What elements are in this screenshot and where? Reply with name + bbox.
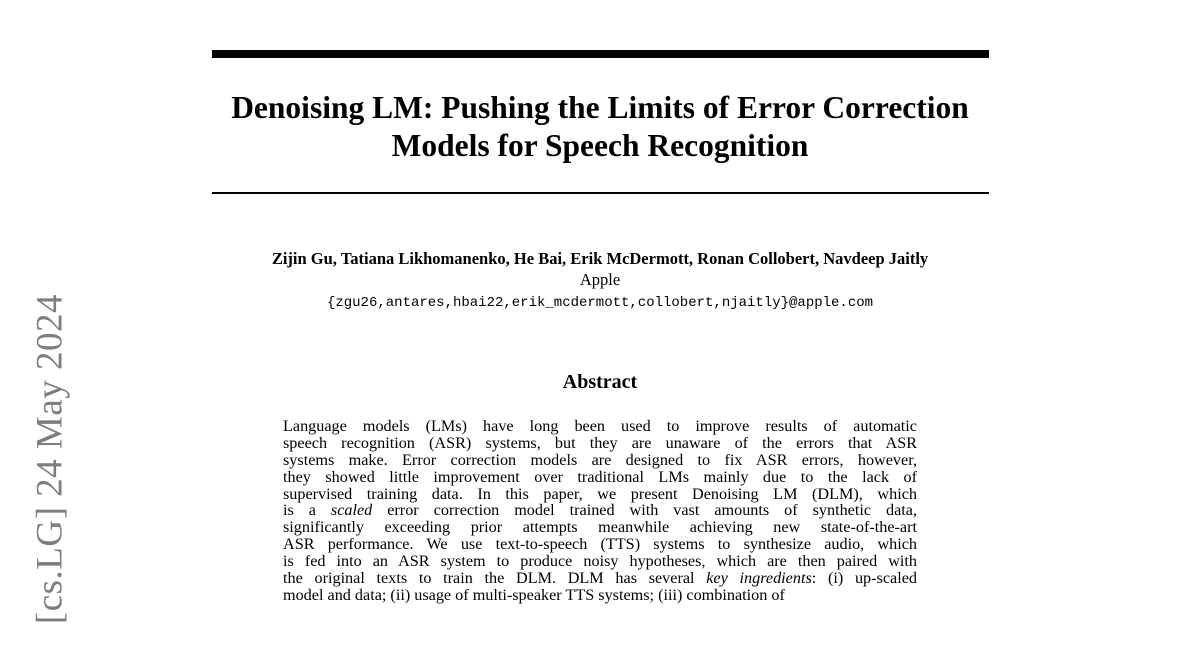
title-top-rule: [212, 50, 989, 58]
abstract-line-text: : (i) up-scaled: [811, 569, 917, 588]
abstract-line: systems make. Error correction models are designed to fix ASR errors, however,: [283, 450, 917, 469]
abstract-line: supervised training data. In this paper, we present Denoising LM (DLM), which: [283, 484, 917, 503]
paper-title-line-1: Denoising LM: Pushing the Limits of Error Correction: [231, 90, 969, 125]
paper-title-line-2: Models for Speech Recognition: [391, 128, 809, 163]
affiliation: Apple: [579, 270, 621, 289]
abstract-emphasis: key ingredients: [706, 569, 812, 588]
abstract-line: Language models (LMs) have long been used to improve results of automatic: [283, 417, 917, 435]
abstract-line: [283, 502, 917, 519]
author-list: Zijin Gu, Tatiana Likhomanenko, He Bai, Erik McDermott, Ronan Collobert, Navdeep Jaitly: [271, 249, 929, 268]
abstract-body: [283, 418, 917, 604]
abstract-line: speech recognition (ASR) systems, but they are unaware of the errors that ASR: [283, 433, 917, 452]
arxiv-stamp-text: [cs.LG] 24 May 2024: [29, 294, 71, 625]
abstract-line: significantly exceeding prior attempts meanwhile achieving new state-of-the-art: [283, 518, 917, 537]
paper-title: [190, 89, 1010, 165]
abstract-heading: Abstract: [562, 371, 638, 393]
author-emails: {zgu26,antares,hbai22,erik_mcdermott,collobert,njaitly}@apple.com: [326, 295, 874, 311]
abstract-line: they showed little improvement over traditional LMs mainly due to the lack of: [283, 467, 917, 486]
abstract-emphasis: scaled: [330, 501, 373, 520]
abstract-line: ASR performance. We use text-to-speech (TTS) systems to synthesize audio, which: [283, 535, 917, 554]
abstract-line-text: the original texts to train the DLM. DLM has several: [283, 569, 707, 588]
title-bottom-rule: [212, 192, 989, 194]
arxiv-stamp: [27, 294, 73, 648]
abstract-line-text: error correction model trained with vast amounts of synthetic data,: [372, 501, 917, 520]
abstract-line: [283, 570, 917, 587]
abstract-line: is fed into an ASR system to produce noisy hypotheses, which are then paired with: [283, 552, 917, 571]
abstract-line-text: is a: [283, 501, 331, 520]
abstract-line: model and data; (ii) usage of multi-speaker TTS systems; (iii) combination of: [283, 585, 785, 604]
